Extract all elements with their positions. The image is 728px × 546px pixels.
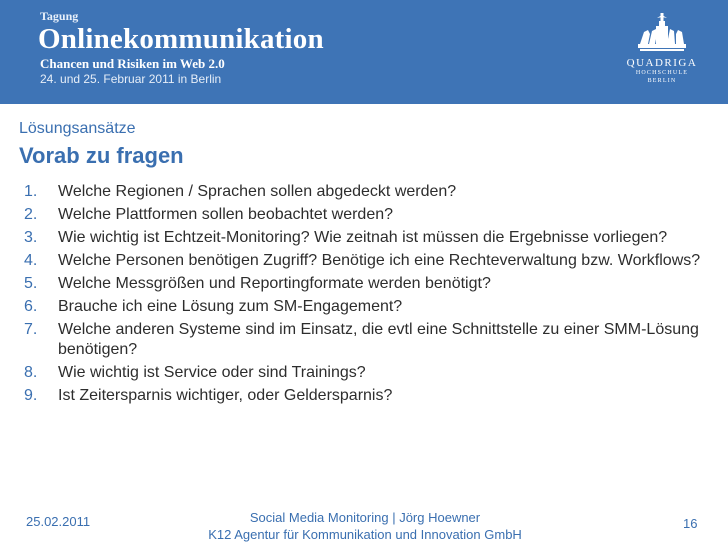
question-number: 1. [24,183,38,200]
question-text: Welche anderen Systeme sind im Einsatz, die evtl eine Schnittstelle zu einer SMM-Lösung benötigen? [58,321,699,358]
event-subtitle: Chancen und Risiken im Web 2.0 [40,56,225,71]
question-item [24,297,714,317]
question-list [24,182,714,409]
logo-sub-berlin: BERLIN [647,78,677,84]
question-item [24,251,714,271]
question-number: 4. [24,252,38,269]
footer-date: 25.02.2011 [26,514,91,529]
question-text: Wie wichtig ist Service oder sind Trainings? [58,364,366,381]
header-banner [0,0,728,104]
event-date: 24. und 25. Februar 2011 in Berlin [40,72,222,86]
question-text: Welche Personen benötigen Zugriff? Benötige ich eine Rechteverwaltung bzw. Workflows? [58,252,701,269]
logo-name: QUADRIGA [626,57,698,69]
section-label: Lösungsansätze [19,120,136,137]
footer-credits [150,509,580,543]
question-text: Welche Plattformen sollen beobachtet werden? [58,206,394,223]
question-text: Brauche ich eine Lösung zum SM-Engagement? [58,298,403,315]
question-text: Welche Regionen / Sprachen sollen abgedeckt werden? [58,183,457,200]
logo-sub-hochschule: HOCHSCHULE [635,70,689,76]
question-text: Wie wichtig ist Echtzeit-Monitoring? Wie zeitnah ist müssen die Ergebnisse vorliegen? [58,229,668,246]
slide-title: Vorab zu fragen [19,143,184,168]
event-kicker: Tagung [40,9,79,23]
question-text: Ist Zeitersparnis wichtiger, oder Geldersparnis? [58,387,393,404]
question-text: Welche Messgrößen und Reportingformate werden benötigt? [58,275,491,292]
page-number: 16 [683,516,698,531]
question-item [24,386,714,406]
question-number: 6. [24,298,38,315]
question-number: 5. [24,275,38,292]
question-item [24,363,714,383]
question-number: 2. [24,206,38,223]
question-item [24,205,714,225]
question-item [24,320,714,360]
question-number: 7. [24,321,38,338]
quadriga-chariot-icon [636,12,688,56]
question-item [24,182,714,202]
footer-line-1: Social Media Monitoring | Jörg Hoewner [249,510,481,525]
question-number: 9. [24,387,38,404]
question-number: 3. [24,229,38,246]
question-number: 8. [24,364,38,381]
event-title: Onlinekommunikation [38,23,324,55]
question-item [24,274,714,294]
footer-line-2: K12 Agentur für Kommunikation und Innovation GmbH [208,527,522,542]
question-item [24,228,714,248]
quadriga-logo [622,12,702,102]
